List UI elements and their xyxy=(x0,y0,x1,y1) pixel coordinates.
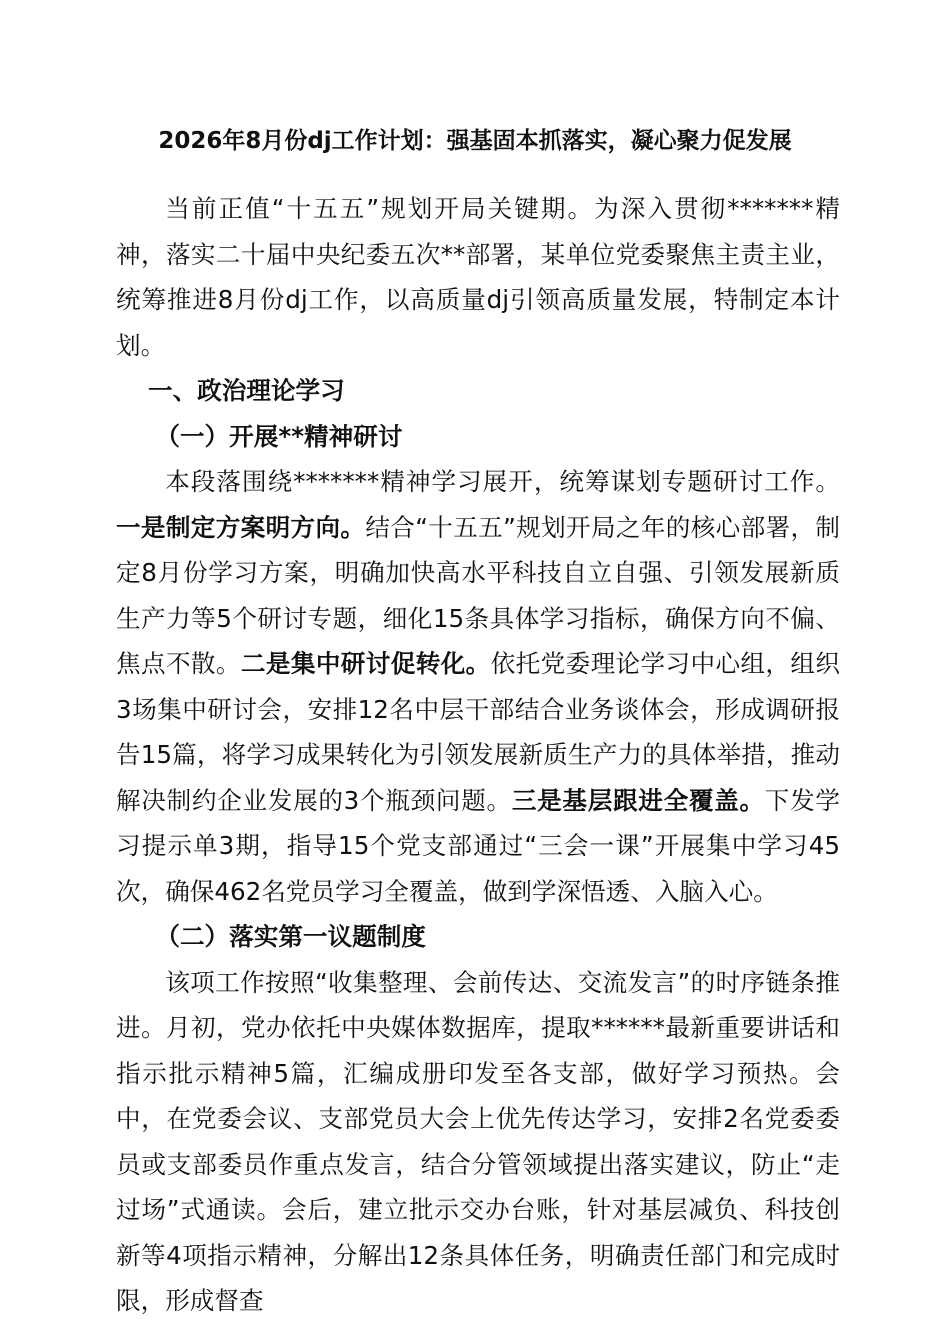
document-body xyxy=(116,186,840,1324)
intro-paragraph: 当前正值“十五五”规划开局关键期。为深入贯彻*******精神，落实二十届中央纪委五次**部署，某单位党委聚焦主责主业，统筹推进8月份dj工作，以高质量dj引领高质量发展，特制定本计划。 xyxy=(116,194,840,360)
paragraph-text-a: 本段落围绕*******精神学习展开，统筹谋划专题研讨工作。 xyxy=(165,467,840,496)
paragraph-text-c: 依托党委理论学习中心组，组织3场集中研讨会，安排12名中层干部结合业务谈体会，形成调研报告15篇，将学习成果转化为引领发展新质生产力的具体举措，推动解决制约企业发展的3个瓶颈问题。 xyxy=(116,649,840,815)
subsection-2-paragraph: 该项工作按照“收集整理、会前传达、交流发言”的时序链条推进。月初，党办依托中央媒体数据库，提取******最新重要讲话和指示批示精神5篇，汇编成册印发至各支部，做好学习预热。会中，在党委会议、支部党员大会上优先传达学习，安排2名党委委员或支部委员作重点发言，结合分管领域提出落实建议，防止“走过场”式通读。会后，建立批示交办台账，针对基层减负、科技创新等4项指示精神，分解出12条具体任务，明确责任部门和完成时限，形成督查 xyxy=(116,967,841,1315)
subsection-heading-1: （一）开展**精神研讨 xyxy=(155,421,403,451)
document-title: 2026年8月份dj工作计划：强基固本抓落实，凝心聚力促发展 xyxy=(158,128,792,154)
subsection-heading-2: （二）落实第一议题制度 xyxy=(155,922,426,951)
paragraph-text-b: 结合“十五五”规划开局之年的核心部署，制定8月份学习方案，明确加快高水平科技自立自强、引领发展新质生产力等5个研讨专题，细化15条具体学习指标，确保方向不偏、焦点不散。 xyxy=(116,512,840,678)
bold-point-1: 一是制定方案明方向。 xyxy=(116,512,366,542)
bold-point-2: 二是集中研讨促转化。 xyxy=(240,649,491,678)
subsection-1-paragraph xyxy=(116,459,840,914)
bold-point-3: 三是基层跟进全覆盖。 xyxy=(511,785,765,815)
section-heading-1: 一、政治理论学习 xyxy=(147,376,345,405)
paragraph-text-d: 下发学习提示单3期，指导15个党支部通过“三会一课”开展集中学习45次，确保462名党员学习全覆盖，做到学深悟透、入脑入心。 xyxy=(116,785,840,906)
